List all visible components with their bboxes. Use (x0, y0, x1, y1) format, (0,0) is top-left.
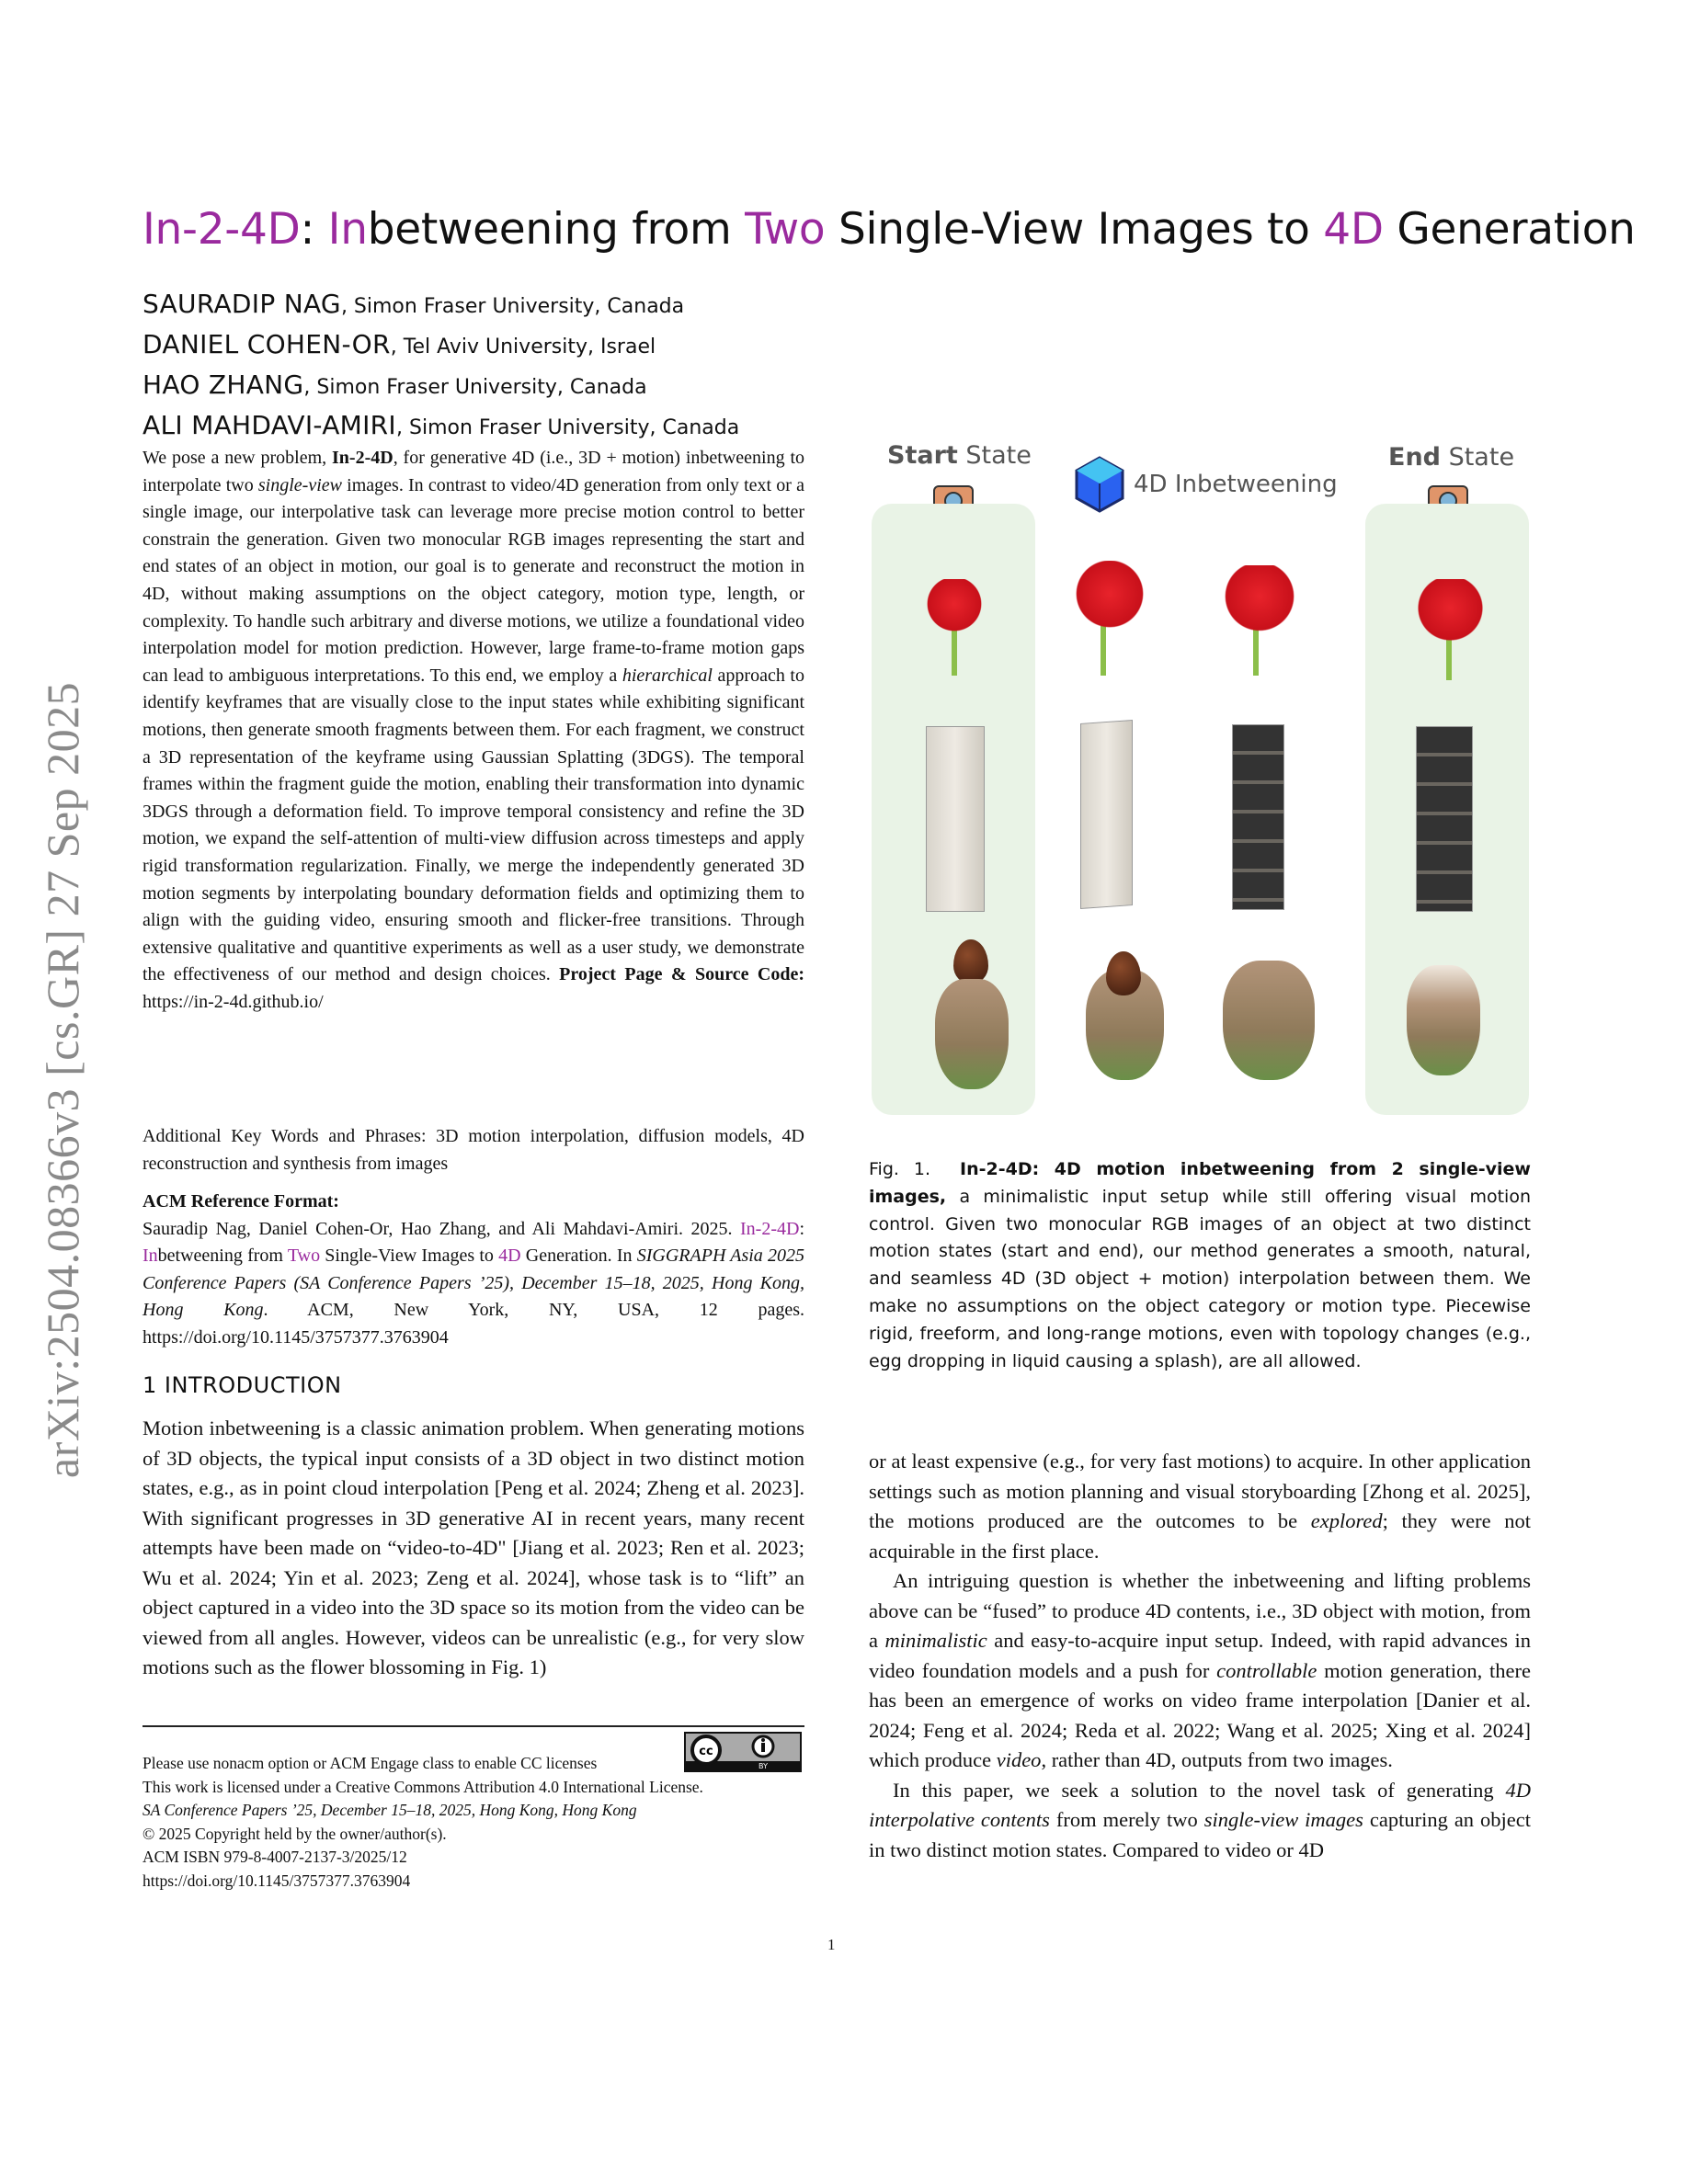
rose-image (1218, 565, 1301, 634)
paragraph (869, 1566, 1531, 1776)
text-segment: video (996, 1748, 1042, 1771)
rose-image (922, 579, 987, 634)
text-segment: single-view (257, 474, 342, 495)
title-part: 4D (1323, 204, 1384, 255)
arxiv-sidebar-id: arXiv:2504.08366v3 [cs.GR] 27 Sep 2025 (37, 681, 88, 1479)
rose-image (1073, 561, 1146, 634)
text-segment: We pose a new problem, (143, 448, 333, 468)
acm-reference-venue: SIGGRAPH Asia 2025 Conference Papers (SA Conference Papers ’25), December 15–18, 2025, Hong Kong, Hong Kong (143, 1246, 805, 1321)
section-heading-introduction: 1 INTRODUCTION (143, 1372, 342, 1398)
end-rest: State (1441, 443, 1515, 472)
acm-reference (143, 1189, 804, 1352)
page-number: 1 (827, 1936, 836, 1953)
title-part: In (327, 204, 368, 255)
text-segment: and easy-to-acquire input setup. Indeed, with rapid advances in video foundation models and a push for (869, 1629, 1531, 1682)
ref-title-part: : (799, 1218, 804, 1239)
title-part: In-2-4D (143, 204, 301, 255)
acm-reference-heading: ACM Reference Format: (143, 1191, 339, 1211)
start-state-label (887, 441, 1032, 470)
author-name: DANIEL COHEN-OR (143, 329, 391, 359)
vase-image (1223, 961, 1315, 1080)
figure-1 (869, 432, 1531, 1121)
author (143, 325, 739, 366)
caption-bold: In-2-4D: 4D motion inbetweening from 2 single-view images, (869, 1159, 1531, 1207)
paragraph (869, 1776, 1531, 1866)
caption-text: a minimalistic input setup while still offering visual motion control. Given two monocular RGB images of an object at two distinct motion states (start and end), our method generates a smooth, natural, and seamless 4D (3D object + motion) interpolation between them. We make no assumptions on the object category or motion type. Piecewise rigid, freeform, and long-range motions, even with topology changes (e.g., egg dropping in liquid causing a splash), are all allowed. (869, 1186, 1531, 1371)
author-affiliation: , Simon Fraser University, Canada (396, 416, 740, 439)
end-state-label (1388, 443, 1514, 472)
4d-inbetweening-label: 4D Inbetweening (1134, 471, 1338, 498)
egg-image (1106, 951, 1141, 995)
text-segment: hierarchical (622, 665, 713, 686)
ref-title-part: betweening from (157, 1246, 288, 1267)
text-segment: Project Page & Source Code: (559, 964, 804, 985)
footnote-line: Please use nonacm option or ACM Engage class to enable CC licenses (143, 1754, 598, 1772)
cabinet-image (1416, 726, 1473, 912)
text-segment: 4D interpolative contents (869, 1778, 1531, 1831)
author (143, 285, 739, 325)
text-segment: , rather than 4D, outputs from two images. (1041, 1748, 1393, 1771)
text-segment: from merely two (1049, 1808, 1204, 1831)
footnote-line: SA Conference Papers ’25, December 15–18, 2025, Hong Kong, Hong Kong (143, 1801, 637, 1819)
author-affiliation: , Simon Fraser University, Canada (340, 295, 685, 318)
paragraph (869, 1450, 1531, 1563)
figure-caption (869, 1156, 1531, 1375)
intro-right-text (869, 1447, 1531, 1865)
author-name: ALI MAHDAVI-AMIRI (143, 410, 396, 440)
text-segment: In-2-4D (332, 448, 393, 468)
ref-title-part: Generation. In (520, 1246, 637, 1267)
text-segment: In this paper, we seek a solution to the novel task of generating (893, 1778, 1506, 1802)
cabinet-image (1080, 720, 1133, 909)
footnote-line: https://doi.org/10.1145/3757377.3763904 (143, 1871, 411, 1890)
footnote (143, 1752, 823, 1893)
acm-reference-authors: Sauradip Nag, Daniel Cohen-Or, Hao Zhang, and Ali Mahdavi-Amiri. 2025. (143, 1218, 740, 1239)
ref-title-part: Single-View Images to (320, 1246, 499, 1267)
text-segment: capturing an object in two distinct motion states. Compared to video or 4D (869, 1808, 1531, 1861)
footnote-rule (143, 1725, 804, 1727)
text-segment: ; they were not acquirable in the first place. (869, 1509, 1531, 1563)
author-name: HAO ZHANG (143, 370, 304, 400)
title-part: betweening from (367, 204, 746, 255)
author-affiliation: , Tel Aviv University, Israel (390, 336, 656, 358)
title-part: Generation (1383, 204, 1636, 255)
footnote-line: This work is licensed under a Creative Commons Attribution 4.0 International License. (143, 1777, 703, 1796)
text-segment: minimalistic (884, 1629, 987, 1652)
ref-title-part: In-2-4D (740, 1218, 800, 1239)
keywords: Additional Key Words and Phrases: 3D motion interpolation, diffusion models, 4D reconstruction and synthesis from images (143, 1126, 804, 1174)
paper-title (143, 204, 1636, 255)
caption-label: Fig. 1. (869, 1159, 931, 1179)
author-list (143, 285, 739, 447)
title-part: Two (745, 204, 826, 255)
author (143, 406, 739, 447)
text-segment: or at least expensive (e.g., for very fast motions) to acquire. In other application settings such as motion planning and visual storyboarding [Zhong et al. 2025], the motions produced are the outcomes to be (869, 1450, 1531, 1532)
title-part: : (300, 204, 328, 255)
footnote-line: © 2025 Copyright held by the owner/author(s). (143, 1824, 447, 1843)
footnote-line: ACM ISBN 979-8-4007-2137-3/2025/12 (143, 1848, 407, 1866)
cc-by-label: BY (758, 1762, 768, 1770)
start-bold: Start (887, 441, 958, 470)
author (143, 366, 739, 406)
text-segment: , for generative 4D (i.e., 3D + motion) inbetweening to interpolate two (143, 448, 804, 495)
svg-text:cc: cc (699, 1745, 713, 1758)
title-part: Single-View Images to (825, 204, 1324, 255)
text-segment: single-view images (1203, 1808, 1363, 1831)
acm-reference-tail: . ACM, New York, NY, USA, 12 pages. https://doi.org/10.1145/3757377.3763904 (143, 1300, 804, 1348)
end-bold: End (1388, 443, 1441, 472)
cube-icon (1073, 456, 1126, 513)
text-segment: explored (1310, 1509, 1383, 1532)
vase-image (935, 979, 1009, 1089)
abstract (143, 445, 804, 1016)
text-segment: An intriguing question is whether the inbetweening and lifting problems above can be “fused” to produce 4D contents, i.e., 3D object with motion, from a (869, 1569, 1531, 1652)
text-segment: approach to identify keyframes that are visually close to the input states while exhibiting significant motions, then generate smooth fragments between them. For each fragment, we construct a 3D representation of the keyframe using Gaussian Splatting (3DGS). The temporal frames within the fragment guide the motion, enabling their transformation into dynamic 3DGS through a deformation field. To improve temporal consistency and refine the 3D motion, we expand the self-attention of multi-view diffusion across timesteps and apply rigid transformation regularization. Finally, we merge the independently generated 3D motion segments by interpolating boundary deformation fields and optimizing them to align with the guiding video, ensuring smooth and flicker-free transitions. Through extensive qualitative and quantitive experiments as well as a user study, we demonstrate the effectiveness of our method and design choices. (143, 665, 804, 985)
start-rest: State (957, 441, 1032, 470)
vase-image (1407, 965, 1480, 1075)
ref-title-part: Two (287, 1246, 321, 1267)
cabinet-image (1232, 724, 1284, 910)
author-affiliation: , Simon Fraser University, Canada (303, 376, 647, 399)
rose-image (1411, 579, 1489, 643)
ref-title-part: 4D (498, 1246, 521, 1267)
intro-left-text: Motion inbetweening is a classic animation problem. When generating motions of 3D objects, the typical input consists of a 3D object in two distinct motion states, e.g., as in point cloud interpolation [Peng et al. 2024; Zheng et al. 2023]. With significant progresses in 3D generative AI in recent years, many recent attempts have been made on “video-to-4D" [Jiang et al. 2023; Ren et al. 2023; Wu et al. 2024; Yin et al. 2023; Zeng et al. 2024], whose task is to “lift” an object captured in a video into the 3D space so its motion from the video can be viewed from all angles. However, videos can be unrealistic (e.g., for very slow motions such as the flower blossoming in Fig. 1) (143, 1416, 804, 1678)
cabinet-image (926, 726, 985, 912)
ref-title-part: In (143, 1246, 158, 1267)
text-segment: motion generation, there has been an emergence of works on video frame interpolation [Danier et al. 2024; Feng et al. 2024; Reda et al. 2022; Wang et al. 2025; Xing et al. 2024] which produce (869, 1658, 1531, 1771)
author-name: SAURADIP NAG (143, 289, 341, 319)
text-segment: images. In contrast to video/4D generation from only text or a single image, our interpolative task can leverage more precise motion control to better constrain the generation. Given two monocular RGB images representing the start and end states of an object in motion, our goal is to generate and reconstruct the motion in 4D, without making assumptions on the object category, motion type, length, or complexity. To handle such arbitrary and diverse motions, we utilize a foundational video interpolation model for motion prediction. However, large frame-to-frame motion gaps can lead to ambiguous interpretations. To this end, we employ a (143, 474, 804, 686)
text-segment: controllable (1216, 1658, 1317, 1682)
text-segment: https://in-2-4d.github.io/ (143, 991, 324, 1012)
